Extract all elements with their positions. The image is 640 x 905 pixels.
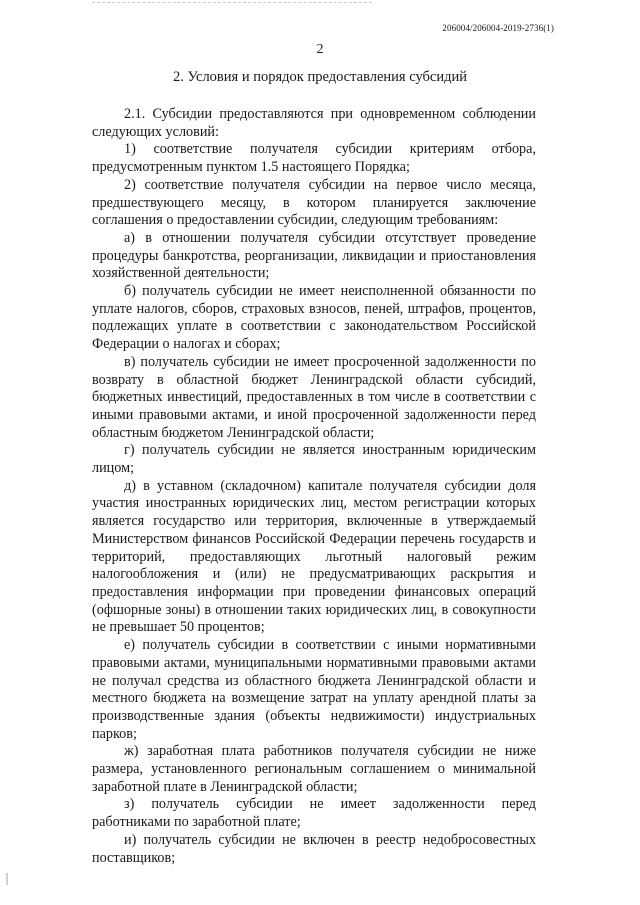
- paragraph-item-z: з) получатель субсидии не имеет задолженности перед работниками по заработной плате;: [92, 796, 536, 831]
- paragraph-item-2: 2) соответствие получателя субсидии на первое число месяца, предшествующего месяцу, в котором планируется заключение соглашения о предоставлении субсидии, следующим требованиям:: [92, 176, 536, 229]
- paragraph-item-zh: ж) заработная плата работников получателя субсидии не ниже размера, установленного региональным соглашением о минимальной заработной плате в Ленинградской области;: [92, 743, 536, 795]
- paragraph-item-e: е) получатель субсидии в соответствии с иными нормативными правовыми актами, муниципальными нормативными правовыми актами не получал средства из областного бюджета Ленинградской области и местного бюджета на возмещение затрат на уплату арендной платы за производственные здания (объекты недвижимости) индустриальных парков;: [92, 637, 536, 742]
- paragraph-item-a: а) в отношении получателя субсидии отсутствует проведение процедуры банкротства, реорганизации, ликвидации и приостановления хозяйственной деятельности;: [92, 229, 536, 282]
- paragraph-item-v: в) получатель субсидии не имеет просроченной задолженности по возврату в областной бюджет Ленинградской области субсидий, бюджетных инвестиций, предоставленных в том числе в соответствии с иными правовыми актами, и иной просроченной задолженности перед областным бюджетом Ленинградской области;: [92, 353, 536, 441]
- paragraph-2-1: 2.1. Субсидии предоставляются при одновременном соблюдении следующих условий:: [92, 106, 536, 140]
- paragraph-item-1: 1) соответствие получателя субсидии критериям отбора, предусмотренным пунктом 1.5 настоящего Порядка;: [92, 141, 536, 176]
- page-number: 2: [316, 42, 324, 57]
- section-title: 2. Условия и порядок предоставления субсидий: [172, 69, 467, 85]
- paragraph-item-g: г) получатель субсидии не является иностранным юридическим лицом;: [92, 442, 536, 477]
- scan-edge-artifact: [92, 2, 372, 6]
- paragraph-item-b: б) получатель субсидии не имеет неисполненной обязанности по уплате налогов, сборов, страховых взносов, пеней, штрафов, процентов, подлежащих уплате в соответствии с законодательством Российской Федерации о налогах и сборах;: [92, 283, 536, 353]
- paragraph-item-i: и) получатель субсидии не включен в реестр недобросовестных поставщиков;: [92, 831, 536, 866]
- document-code: 206004/206004-2019-2736(1): [442, 23, 554, 33]
- paragraph-item-d: д) в уставном (складочном) капитале получателя субсидии доля участия иностранных юридических лиц, местом регистрации которых является государство или территория, включенные в утверждаемый Министерством финансов Российской Федерации перечень государств и территорий, предоставляющих льготный налоговый режим налогообложения и (или) не предусматривающих раскрытия и предоставления информации при проведении финансовых операций (офшорные зоны) в отношении таких юридических лиц, в совокупности не превышает 50 процентов;: [92, 477, 536, 636]
- scan-margin-mark: [6, 873, 8, 885]
- document-body: [92, 106, 536, 867]
